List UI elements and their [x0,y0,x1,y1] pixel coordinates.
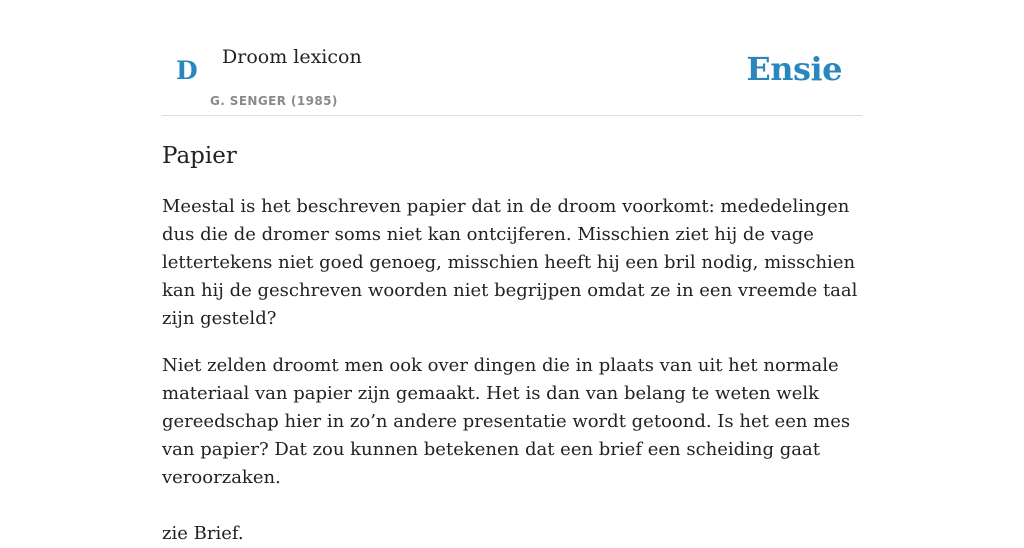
book-author: G. SENGER (1985) [210,94,338,108]
entry-paragraph-2: Niet zelden droomt men ook over dingen die in plaats van uit het normale materiaal van papier zijn gemaakt. Het is dan van belang te weten welk gereedschap hier in zo’n andere presentatie wordt getoond. Is het een mes van papier? Dat zou kunnen betekenen dat een brief een scheiding gaat veroorzaken. [162,355,851,488]
page [162,0,862,548]
entry-paragraph-1: Meestal is het beschreven papier dat in de droom voorkomt: mededelingen dus die de dromer soms niet kan ontcijferen. Misschien ziet hij de vage lettertekens niet goed genoeg, misschien heeft hij een bril nodig, misschien kan hij de geschreven woorden niet begrijpen omdat ze in een vreemde taal zijn gesteld? [162,196,858,329]
book-title-link[interactable]: Droom lexicon [222,46,362,68]
book-letter-badge: D [176,56,198,85]
entry-title: Papier [162,143,237,169]
header [162,0,862,116]
ensie-logo[interactable]: Ensie [746,50,842,88]
see-also-reference[interactable]: zie Brief. [162,523,244,544]
